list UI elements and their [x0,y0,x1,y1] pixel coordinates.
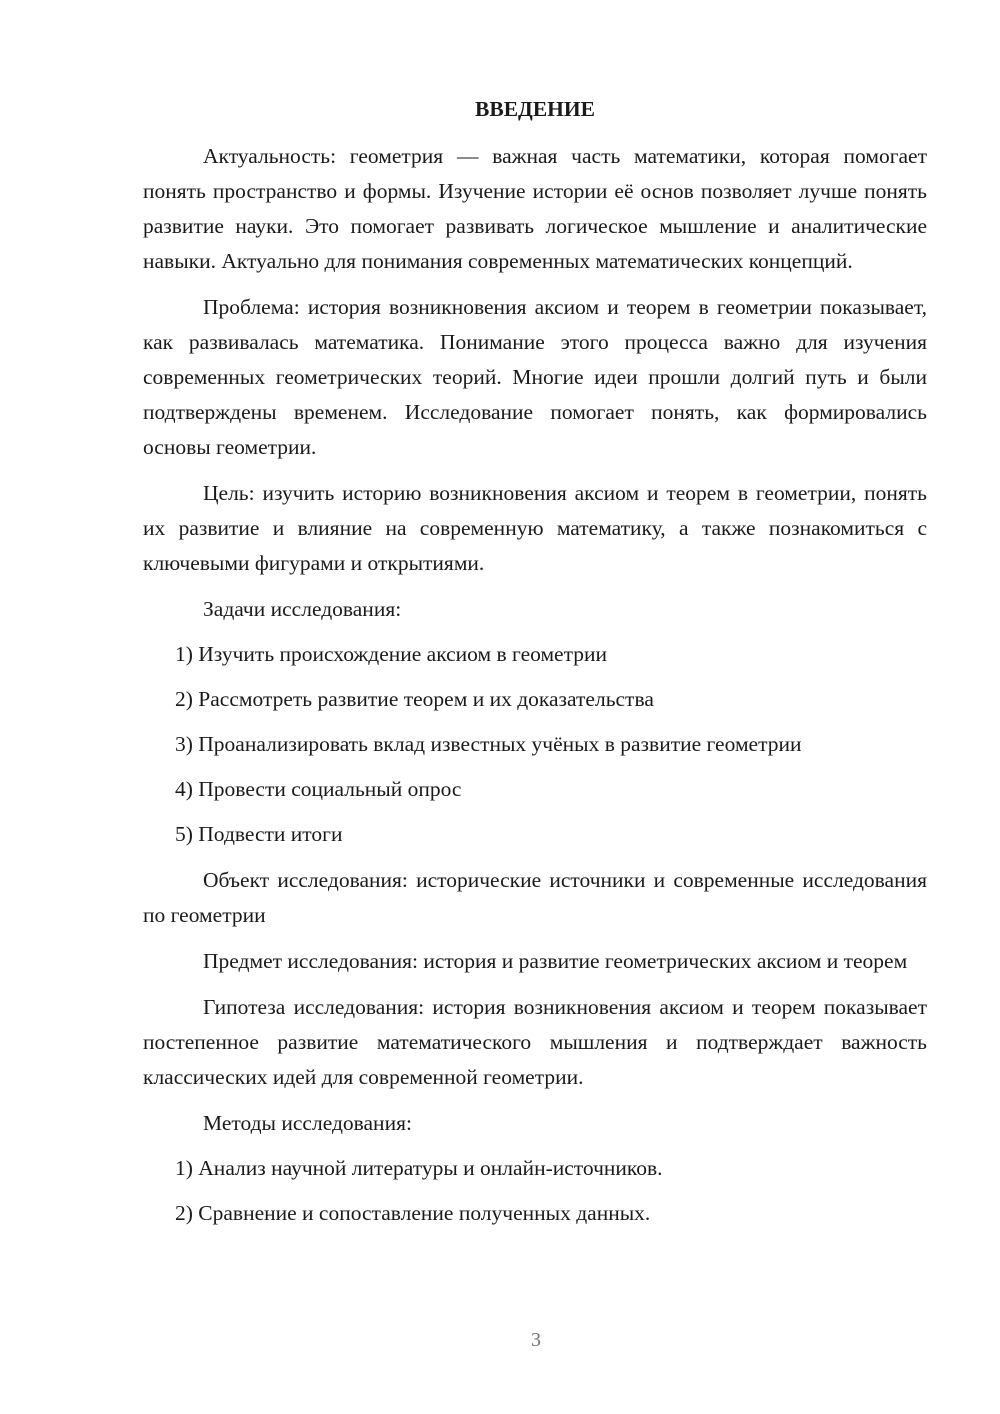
task-item-5: 5) Подвести итоги [175,822,343,846]
tasks-list [143,637,927,852]
page-heading: ВВЕДЕНИЕ [475,97,595,121]
method-item-2: 2) Сравнение и сопоставление полученных данных. [175,1201,651,1225]
page-number: 3 [531,1329,541,1351]
paragraph-relevance: Актуальность: геометрия — важная часть математики, которая помогает понять пространство и формы. Изучение истории её основ позволяет лучше понять развитие науки. Это помогает развивать логическое мышление и аналитические навыки. Актуально для понимания современных математических концепций. [143,144,927,273]
task-item-4: 4) Провести социальный опрос [175,777,462,801]
paragraph-hypothesis: Гипотеза исследования: история возникновения аксиом и теорем показывает постепенное развитие математического мышления и подтверждает важность классических идей для современной геометрии. [143,995,927,1089]
page-content [143,92,927,1242]
task-item-3: 3) Проанализировать вклад известных учёных в развитие геометрии [175,732,802,756]
method-item-1: 1) Анализ научной литературы и онлайн-источников. [175,1156,663,1180]
paragraph-goal: Цель: изучить историю возникновения аксиом и теорем в геометрии, понять их развитие и влияние на современную математику, а также познакомиться с ключевыми фигурами и открытиями. [143,481,927,575]
paragraph-object: Объект исследования: исторические источники и современные исследования по геометрии [143,868,927,927]
tasks-label: Задачи исследования: [203,597,402,621]
methods-label: Методы исследования: [203,1111,412,1135]
task-item-1: 1) Изучить происхождение аксиом в геометрии [175,642,608,666]
paragraph-problem: Проблема: история возникновения аксиом и теорем в геометрии показывает, как развивалась математика. Понимание этого процесса важно для изучения современных геометрических теорий. Многие идеи прошли долгий путь и были подтверждены временем. Исследование помогает понять, как формировались основы геометрии. [143,295,927,459]
paragraph-subject: Предмет исследования: история и развитие геометрических аксиом и теорем [203,949,908,973]
methods-list [143,1151,927,1231]
task-item-2: 2) Рассмотреть развитие теорем и их доказательства [175,687,654,711]
